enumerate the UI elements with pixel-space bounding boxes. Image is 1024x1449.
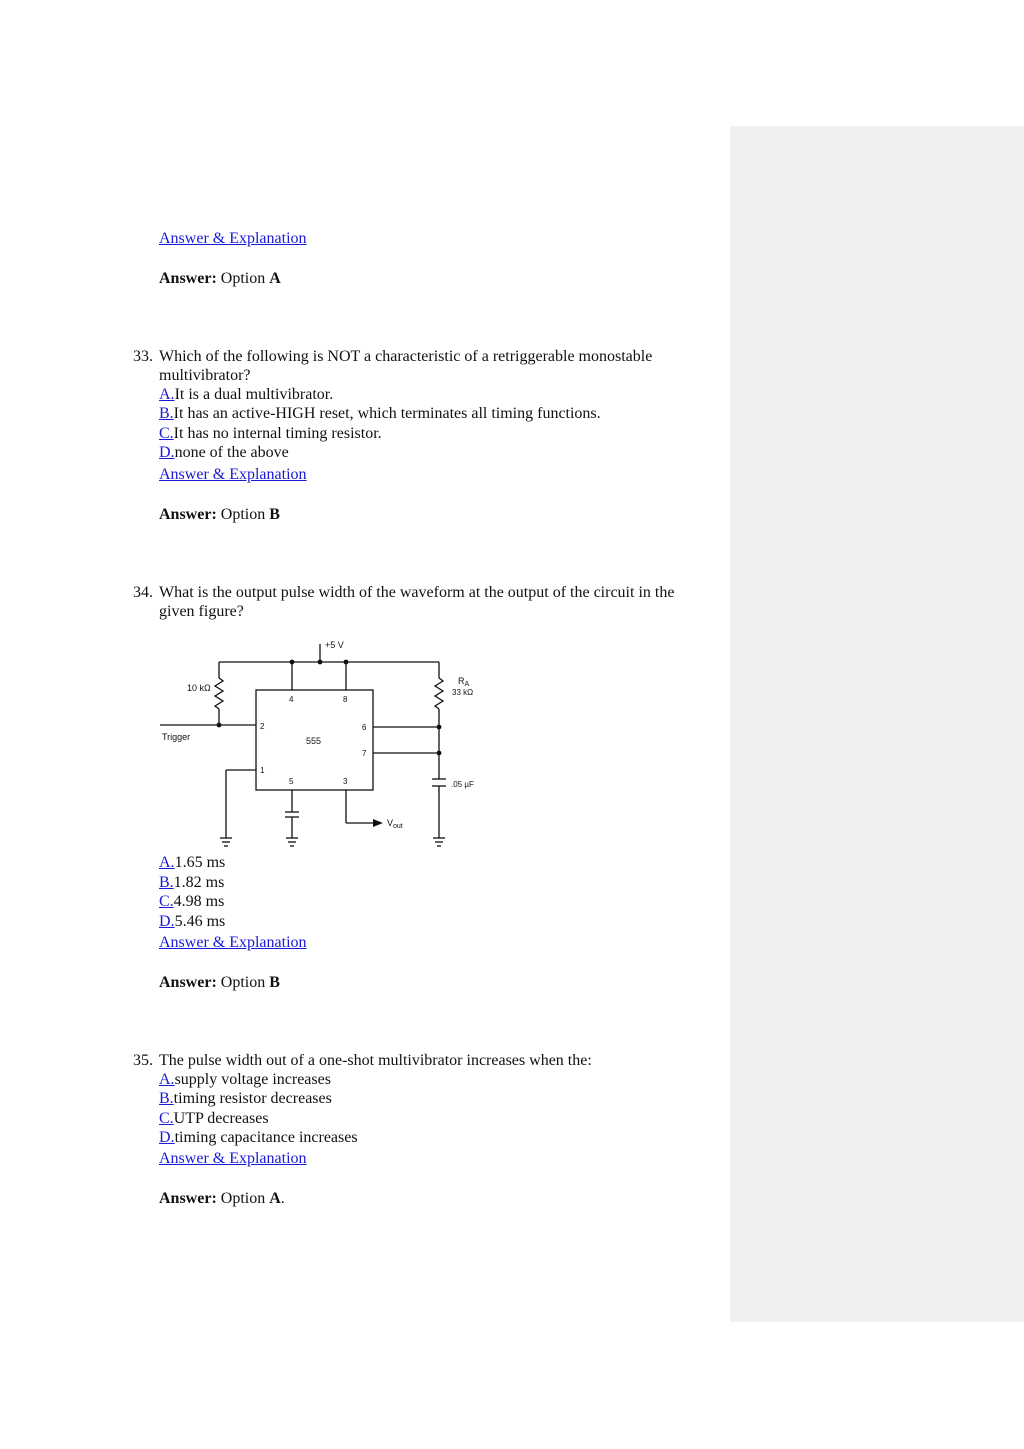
q34-explanation-link[interactable]: Answer & Explanation bbox=[159, 934, 307, 951]
cap-label: .05 µF bbox=[451, 780, 474, 789]
answer-label: Answer: bbox=[159, 270, 217, 287]
answer-text: Option bbox=[220, 506, 266, 523]
q33-explanation-link[interactable]: Answer & Explanation bbox=[159, 466, 307, 483]
option-text: UTP decreases bbox=[173, 1110, 269, 1127]
answer-value: B bbox=[269, 974, 280, 991]
option-letter-link[interactable]: C. bbox=[159, 425, 174, 442]
pin-7: 7 bbox=[362, 749, 367, 758]
answer-text: Option bbox=[220, 270, 266, 287]
answer-label: Answer: bbox=[159, 506, 217, 523]
option-text: none of the above bbox=[174, 444, 289, 461]
q35-option-c bbox=[159, 1109, 269, 1128]
q34-number: 34. bbox=[133, 584, 153, 601]
q34-question-line1: What is the output pulse width of the waveform at the output of the circuit in the bbox=[159, 584, 675, 601]
pin-1: 1 bbox=[260, 766, 265, 775]
pin-8: 8 bbox=[343, 695, 348, 704]
q34-option-b bbox=[159, 873, 224, 892]
q35-option-a bbox=[159, 1070, 331, 1089]
answer-value: B bbox=[269, 506, 280, 523]
ground-symbol-3 bbox=[433, 838, 445, 846]
option-letter-link[interactable]: B. bbox=[159, 1090, 174, 1107]
q32-explanation-link[interactable]: Answer & Explanation bbox=[159, 230, 307, 247]
answer-suffix: . bbox=[280, 1190, 285, 1207]
ra-label: $R_A$ bbox=[458, 676, 470, 688]
q35-answer bbox=[159, 1189, 285, 1208]
option-text: timing capacitance increases bbox=[174, 1129, 358, 1146]
option-letter-link[interactable]: A. bbox=[159, 854, 175, 871]
pin-4: 4 bbox=[289, 695, 294, 704]
resistor-10k-symbol bbox=[215, 678, 223, 709]
answer-label: Answer: bbox=[159, 974, 217, 991]
q35-option-b bbox=[159, 1089, 332, 1108]
circuit-diagram-555 bbox=[155, 636, 495, 858]
q34-answer bbox=[159, 973, 280, 992]
option-text: supply voltage increases bbox=[174, 1071, 331, 1088]
option-letter-link[interactable]: C. bbox=[159, 1110, 174, 1127]
q34-question-line2: given figure? bbox=[159, 603, 244, 620]
resistor-ra-symbol bbox=[435, 678, 443, 709]
pin-2: 2 bbox=[260, 722, 265, 731]
junction-dots bbox=[217, 660, 442, 756]
option-letter-link[interactable]: D. bbox=[159, 913, 175, 930]
q34-option-d bbox=[159, 912, 225, 931]
q33-option-a bbox=[159, 385, 333, 404]
option-letter-link[interactable]: A. bbox=[159, 386, 175, 403]
output-arrow bbox=[373, 819, 383, 827]
option-text: 1.82 ms bbox=[173, 874, 225, 891]
q35-option-d bbox=[159, 1128, 358, 1147]
option-letter-link[interactable]: D. bbox=[159, 1129, 175, 1146]
trigger-label: Trigger bbox=[162, 732, 191, 742]
option-letter-link[interactable]: B. bbox=[159, 405, 174, 422]
ground-symbol-2 bbox=[286, 838, 298, 846]
q33-question-line2: multivibrator? bbox=[159, 367, 251, 384]
vout-label: $V_{out}$ bbox=[387, 818, 403, 830]
answer-value: A bbox=[269, 1190, 281, 1207]
q35-question-line1: The pulse width out of a one-shot multivibrator increases when the: bbox=[159, 1052, 592, 1069]
pin-6: 6 bbox=[362, 723, 367, 732]
option-text: timing resistor decreases bbox=[173, 1090, 332, 1107]
q35-explanation-link[interactable]: Answer & Explanation bbox=[159, 1150, 307, 1167]
option-letter-link[interactable]: B. bbox=[159, 874, 174, 891]
q35-number: 35. bbox=[133, 1052, 153, 1069]
option-letter-link[interactable]: C. bbox=[159, 893, 174, 910]
option-text: 4.98 ms bbox=[173, 893, 225, 910]
pin-3: 3 bbox=[343, 777, 348, 786]
option-letter-link[interactable]: D. bbox=[159, 444, 175, 461]
option-text: 1.65 ms bbox=[174, 854, 226, 871]
q33-option-d bbox=[159, 443, 289, 462]
chip-label: 555 bbox=[306, 736, 322, 746]
q32-answer bbox=[159, 269, 281, 288]
q33-answer bbox=[159, 505, 280, 524]
option-text: It has no internal timing resistor. bbox=[173, 425, 382, 442]
option-text: It is a dual multivibrator. bbox=[174, 386, 334, 403]
q34-option-c bbox=[159, 892, 224, 911]
q33-option-c bbox=[159, 424, 382, 443]
resistor-10k-label: 10 kΩ bbox=[187, 683, 211, 693]
pin-5: 5 bbox=[289, 777, 294, 786]
answer-value: A bbox=[269, 270, 281, 287]
comment-pane bbox=[730, 126, 1024, 1322]
q33-question-line1: Which of the following is NOT a characteristic of a retriggerable monostable bbox=[159, 348, 653, 365]
ground-symbol-1 bbox=[220, 838, 232, 846]
q33-number: 33. bbox=[133, 348, 153, 365]
supply-label: +5 V bbox=[325, 640, 344, 650]
answer-text: Option bbox=[220, 1190, 266, 1207]
q33-option-b bbox=[159, 404, 601, 423]
q34-option-a bbox=[159, 853, 225, 872]
ra-value: 33 kΩ bbox=[452, 688, 474, 697]
option-text: 5.46 ms bbox=[174, 913, 226, 930]
answer-text: Option bbox=[220, 974, 266, 991]
option-text: It has an active-HIGH reset, which terminates all timing functions. bbox=[173, 405, 601, 422]
answer-label: Answer: bbox=[159, 1190, 217, 1207]
option-letter-link[interactable]: A. bbox=[159, 1071, 175, 1088]
